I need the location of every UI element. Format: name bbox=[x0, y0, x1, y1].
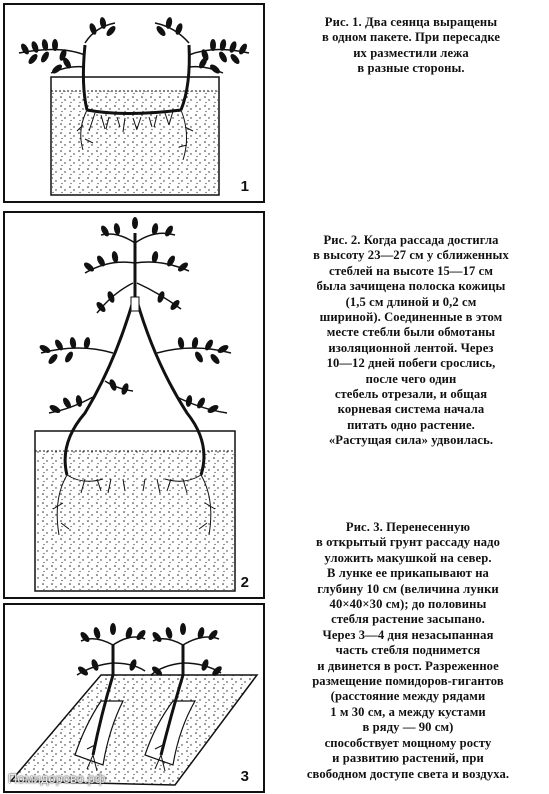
caption-line: свободном доступе света и воздуха. bbox=[306, 766, 510, 781]
tape-wrap bbox=[131, 297, 139, 311]
caption-line: глубину 10 см (величина лунки bbox=[317, 581, 499, 596]
ground-plane bbox=[11, 675, 257, 785]
soil bbox=[52, 91, 218, 194]
leaves bbox=[76, 623, 223, 677]
site-watermark: Помидорово.рф bbox=[8, 771, 106, 786]
caption-line: способствует мощному росту bbox=[324, 735, 492, 750]
figure-3-caption bbox=[268, 520, 548, 782]
caption-line: (1,5 см длиной и 0,2 см bbox=[345, 294, 477, 309]
figure-1-caption bbox=[276, 15, 546, 77]
caption-line: была зачищена полоска кожицы bbox=[316, 279, 506, 294]
figure-2-illustration bbox=[3, 211, 265, 599]
caption-line: В лунке ее прикапывают на bbox=[327, 566, 489, 581]
caption-line: в одном пакете. При пересадке bbox=[321, 30, 501, 45]
figure-2-number: 2 bbox=[240, 574, 249, 591]
caption-line: изоляционной лентой. Через bbox=[328, 340, 494, 355]
figure-1-number: 1 bbox=[240, 178, 249, 195]
figure-2-caption bbox=[274, 233, 548, 449]
caption-line: 1 м 30 см, а между кустами bbox=[330, 704, 486, 719]
caption-line: питать одно растение. bbox=[347, 417, 475, 432]
figure-3-drawing bbox=[5, 605, 263, 791]
caption-line: в высоту 23—27 см у сближенных bbox=[313, 248, 509, 263]
figure-2-drawing bbox=[5, 213, 263, 597]
caption-line: 40×40×30 см); до половины bbox=[329, 597, 487, 612]
caption-line: Через 3—4 дня незасыпанная bbox=[322, 627, 494, 642]
caption-line: «Растущая сила» удвоилась. bbox=[328, 433, 494, 448]
caption-line: их разместили лежа bbox=[353, 45, 469, 60]
caption-line: стеблей на высоте 15—17 см bbox=[328, 263, 494, 278]
caption-line: месте стебли были обмотаны bbox=[326, 325, 496, 340]
caption-line: после чего один bbox=[365, 371, 457, 386]
figure-1-illustration bbox=[3, 3, 265, 203]
caption-line: стебель отрезали, и общая bbox=[334, 387, 488, 402]
caption-line: 10—12 дней побеги срослись, bbox=[326, 356, 496, 371]
figure-1-drawing bbox=[5, 5, 263, 201]
caption-line: размещение помидоров-гигантов bbox=[312, 674, 504, 689]
caption-line: в разные стороны. bbox=[357, 61, 465, 76]
caption-line: уложить макушкой на север. bbox=[324, 550, 492, 565]
figure-3-illustration bbox=[3, 603, 265, 793]
caption-line: и развитию растений, при bbox=[332, 751, 484, 766]
caption-line: корневая система начала bbox=[337, 402, 485, 417]
caption-line: часть стебля поднимется bbox=[335, 643, 481, 658]
caption-line: Рис. 1. Два сеянца выращены bbox=[324, 15, 498, 29]
figure-3-number: 3 bbox=[240, 768, 249, 785]
caption-line: стебля растение засыпано. bbox=[331, 612, 485, 627]
caption-line: в ряду — 90 см) bbox=[362, 720, 454, 735]
caption-line: и двинется в рост. Разреженное bbox=[317, 658, 499, 673]
caption-line: шириной). Соединенные в этом bbox=[319, 310, 503, 325]
caption-line: Рис. 3. Перенесенную bbox=[345, 520, 471, 534]
caption-line: в открытый грунт рассаду надо bbox=[315, 535, 501, 550]
caption-line: Рис. 2. Когда рассада достигла bbox=[323, 233, 499, 247]
caption-line: (расстояние между рядами bbox=[330, 689, 486, 704]
